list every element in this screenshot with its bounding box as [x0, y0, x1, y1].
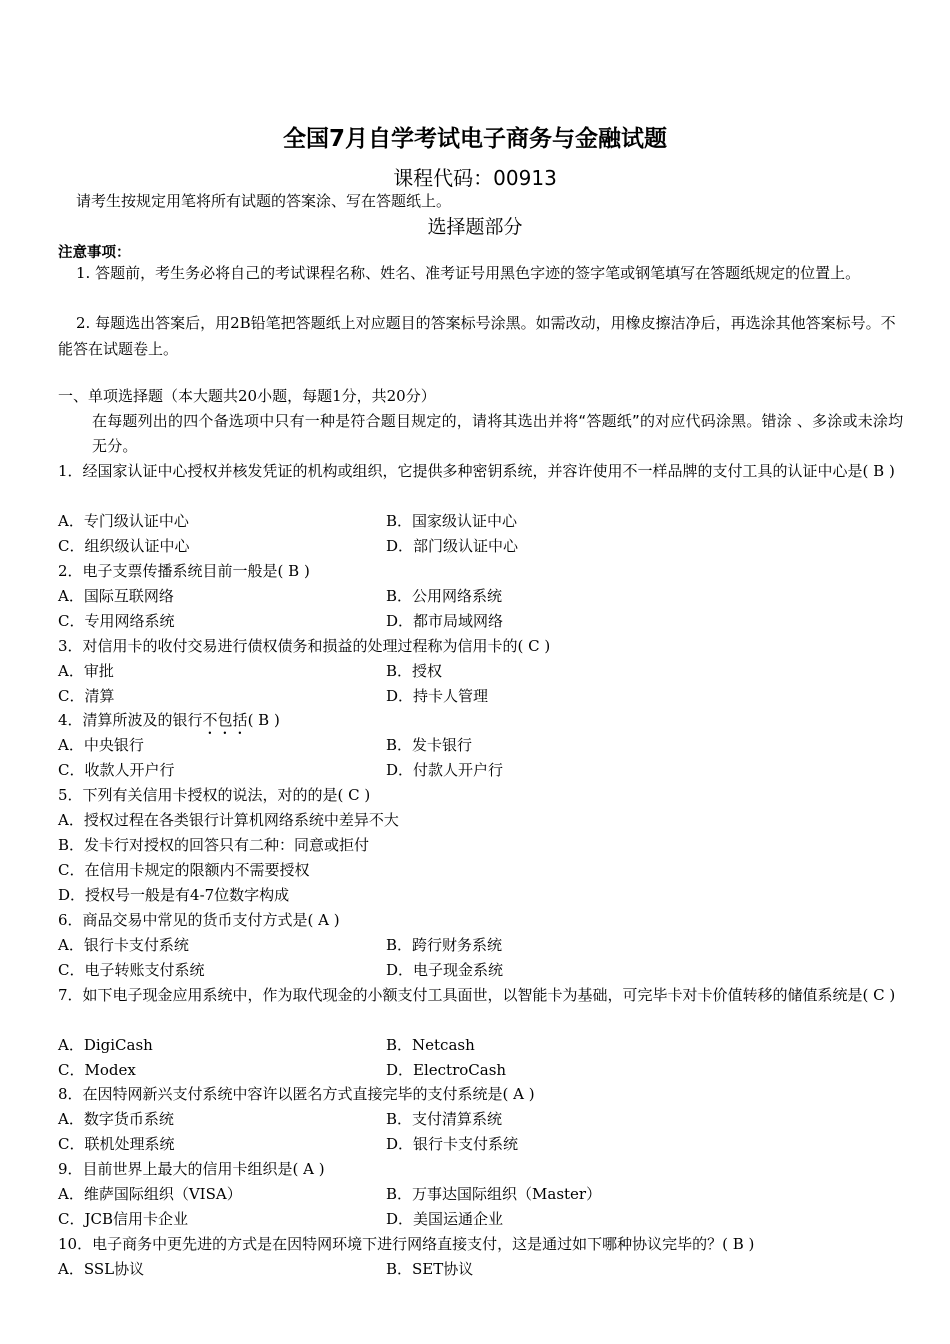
option-c: C．联机处理系统	[58, 1135, 175, 1153]
question-7: 7．如下电子现金应用系统中，作为取代现金的小额支付工具面世，以智能卡为基础，可完毕卡对卡价值转移的储值系统是( C )	[58, 986, 896, 1004]
section-title: 选择题部分	[427, 216, 523, 238]
question-4	[58, 708, 898, 738]
course-code: 课程代码：00913	[393, 166, 557, 190]
option-c: C．清算	[58, 687, 115, 705]
option-a: A．DigiCash	[58, 1036, 153, 1054]
option-a: A．中央银行	[58, 736, 144, 754]
option-a: A．授权过程在各类银行计算机网络系统中差异不大	[58, 811, 399, 829]
question-2: 2．电子支票传播系统目前一般是( B )	[58, 562, 310, 580]
question-6: 6．商品交易中常见的货币支付方式是( A )	[58, 911, 340, 929]
option-d: D．授权号一般是有4-7位数字构成	[58, 886, 290, 904]
option-b: B．发卡银行	[386, 736, 473, 754]
question-4-suffix: ( B )	[247, 711, 280, 729]
question-1: 1．经国家认证中心授权并核发凭证的机构或组织，它提供多种密钥系统，并容许使用不一样品牌的支付工具的认证中心是( B )	[58, 462, 895, 480]
option-d: D．都市局域网络	[386, 612, 504, 630]
note-item: 2. 每题选出答案后，用2B铅笔把答题纸上对应题目的答案标号涂黑。如需改动，用橡皮擦洁净后，再选涂其他答案标号。不能答在试题卷上。	[58, 314, 896, 358]
option-b: B．Netcash	[386, 1036, 475, 1054]
option-d: D．部门级认证中心	[386, 537, 519, 555]
question-8: 8．在因特网新兴支付系统中容许以匿名方式直接完毕的支付系统是( A )	[58, 1085, 535, 1103]
question-4-emphasis: 不包括	[202, 711, 248, 729]
option-a: A．数字货币系统	[58, 1110, 174, 1128]
option-b: B．SET协议	[386, 1260, 474, 1278]
option-b: B．跨行财务系统	[386, 936, 503, 954]
option-a: A．维萨国际组织（VISA）	[58, 1185, 242, 1203]
option-c: C．电子转账支付系统	[58, 961, 205, 979]
option-a: A．国际互联网络	[58, 587, 174, 605]
option-a: A．审批	[58, 662, 114, 680]
option-a: A．银行卡支付系统	[58, 936, 189, 954]
option-d: D．电子现金系统	[386, 961, 504, 979]
question-3: 3．对信用卡的收付交易进行债权债务和损益的处理过程称为信用卡的( C )	[58, 637, 551, 655]
option-b: B．国家级认证中心	[386, 512, 518, 530]
option-d: D．付款人开户行	[386, 761, 504, 779]
option-b: B．发卡行对授权的回答只有二种：同意或拒付	[58, 836, 370, 854]
exam-instruction: 请考生按规定用笔将所有试题的答案涂、写在答题纸上。	[76, 192, 452, 210]
option-b: B．公用网络系统	[386, 587, 503, 605]
option-a: A．SSL协议	[58, 1260, 145, 1278]
option-b: B．支付清算系统	[386, 1110, 503, 1128]
option-d: D．ElectroCash	[386, 1061, 507, 1079]
option-d: D．美国运通企业	[386, 1210, 504, 1228]
part1-description: 在每题列出的四个备选项中只有一种是符合题目规定的，请将其选出并将“答题纸”的对应代码涂黑。错涂 、多涂或未涂均无分。	[92, 412, 904, 455]
option-c: C．组织级认证中心	[58, 537, 190, 555]
option-b: B．万事达国际组织（Master）	[386, 1185, 602, 1203]
option-d: D．银行卡支付系统	[386, 1135, 519, 1153]
option-c: C．在信用卡规定的限额内不需要授权	[58, 861, 310, 879]
notes-heading: 注意事项：	[58, 245, 131, 261]
question-10: 10．电子商务中更先进的方式是在因特网环境下进行网络直接支付，这是通过如下哪种协议完毕的？( B )	[58, 1235, 755, 1253]
option-c: C．收款人开户行	[58, 761, 175, 779]
part1-heading: 一、单项选择题（本大题共20小题，每题1分，共20分）	[58, 387, 436, 405]
page-title: 全国7月自学考试电子商务与金融试题	[282, 126, 667, 152]
note-item: 1. 答题前，考生务必将自己的考试课程名称、姓名、准考证号用黑色字迹的签字笔或钢笔填写在答题纸规定的位置上。	[76, 264, 861, 282]
option-c: C．Modex	[58, 1061, 136, 1079]
question-9: 9．目前世界上最大的信用卡组织是( A )	[58, 1160, 325, 1178]
option-b: B．授权	[386, 662, 443, 680]
option-a: A．专门级认证中心	[58, 512, 189, 530]
option-c: C．JCB信用卡企业	[58, 1210, 188, 1228]
option-c: C．专用网络系统	[58, 612, 175, 630]
question-4-prefix: 4．清算所波及的银行	[58, 711, 203, 729]
question-5: 5．下列有关信用卡授权的说法，对的的是( C )	[58, 786, 371, 804]
option-d: D．持卡人管理	[386, 687, 489, 705]
